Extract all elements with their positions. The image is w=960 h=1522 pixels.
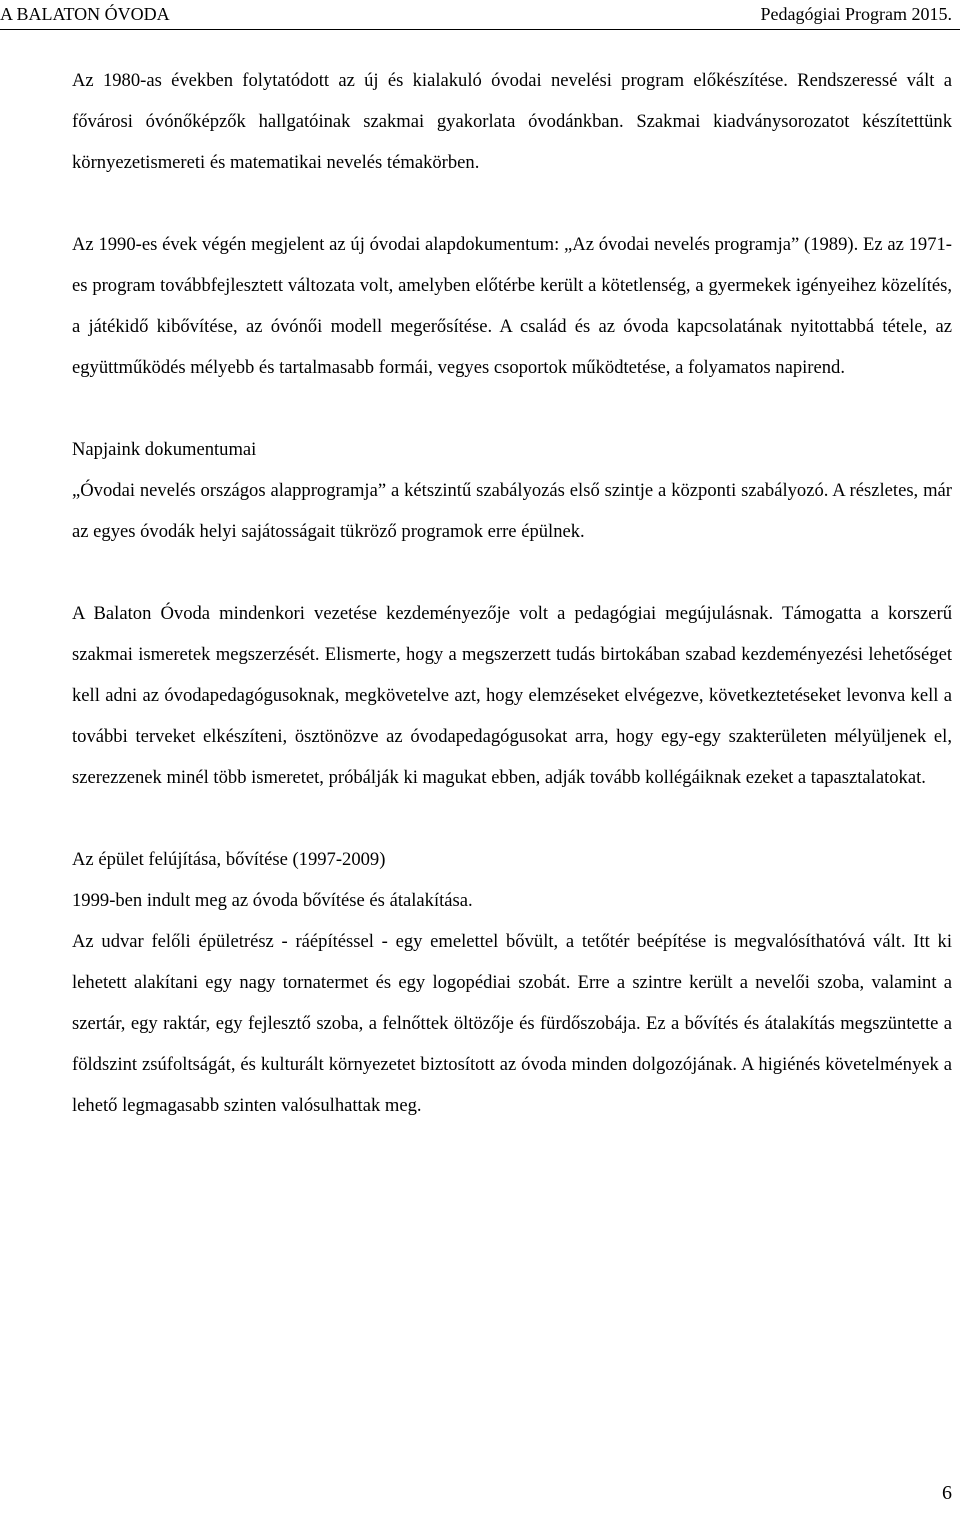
- paragraph-1980s: Az 1980-as években folytatódott az új és kialakuló óvodai nevelési program előkészítése. Rendszeressé vált a fővárosi óvónőképzők hallgatóinak szakmai gyakorlata óvodánkban. Szakmai kiadványsorozatot készítettünk környezetismereti és matematikai nevelés témakörben.: [72, 70, 952, 173]
- paragraph-expansion-start: 1999-ben indult meg az óvoda bővítése és átalakítása.: [72, 890, 473, 911]
- header-institution-name: A BALATON ÓVODA: [0, 4, 170, 24]
- paragraph-national-program: „Óvodai nevelés országos alapprogramja” a kétszintű szabályozás első szintje a központi szabályozó. A részletes, már az egyes óvodák helyi sajátosságait tükröző programok erre épülnek.: [72, 480, 952, 542]
- paragraph-leadership: A Balaton Óvoda mindenkori vezetése kezdeményezője volt a pedagógiai megújulásnak. Támogatta a korszerű szakmai ismeretek megszerzését. Elismerte, hogy a megszerzett tudás birtokában szabad kezdeményezési lehetőséget kell adni az óvodapedagógusoknak, megkövetelve azt, hogy elemzéseket elvégezve, következtetéseket levonva kell a további terveket elkészíteni, ösztönözve az óvodapedagógusokat arra, hogy egy-egy szakterületen mélyüljenek el, szerezzenek minél több ismeretet, próbálják ki magukat ebben, adják tovább kollégáiknak ezeket a tapasztalatokat.: [72, 603, 952, 788]
- document-body: [72, 60, 952, 1126]
- paragraph-expansion-details: Az udvar felőli épületrész - ráépítéssel - egy emelettel bővült, a tetőtér beépítése is megvalósíthatóvá vált. Itt ki lehetett alakítani egy nagy tornatermet és egy logopédiai szobát. Erre a szintre került a nevelői szoba, valamint a szertár, egy raktár, egy fejlesztő szoba, a felnőttek öltözője és fürdőszobája. Ez a bővítés és átalakítás megszüntette a földszint zsúfoltságát, és kulturált környezetet biztosított az óvoda minden dolgozójának. A higiénés követelmények a lehető legmagasabb szinten valósulhattak meg.: [72, 931, 952, 1116]
- paragraph-1990s: Az 1990-es évek végén megjelent az új óvodai alapdokumentum: „Az óvodai nevelés programja” (1989). Ez az 1971-es program továbbfejlesztett változata volt, amelyben előtérbe került a kötetlenség, a gyermekek igényeihez közelítés, a játékidő kibővítése, az óvónői modell megerősítése. A család és az óvoda kapcsolatának nyitottabbá tétele, az együttműködés mélyebb és tartalmasabb formái, vegyes csoportok működtetése, a folyamatos napirend.: [72, 234, 952, 378]
- section-heading-current-documents: Napjaink dokumentumai: [72, 439, 257, 460]
- header-document-title: Pedagógiai Program 2015.: [760, 4, 952, 24]
- section-heading-renovation: Az épület felújítása, bővítése (1997-2009): [72, 849, 386, 870]
- page-number: 6: [942, 1482, 952, 1504]
- page-header: [0, 0, 960, 30]
